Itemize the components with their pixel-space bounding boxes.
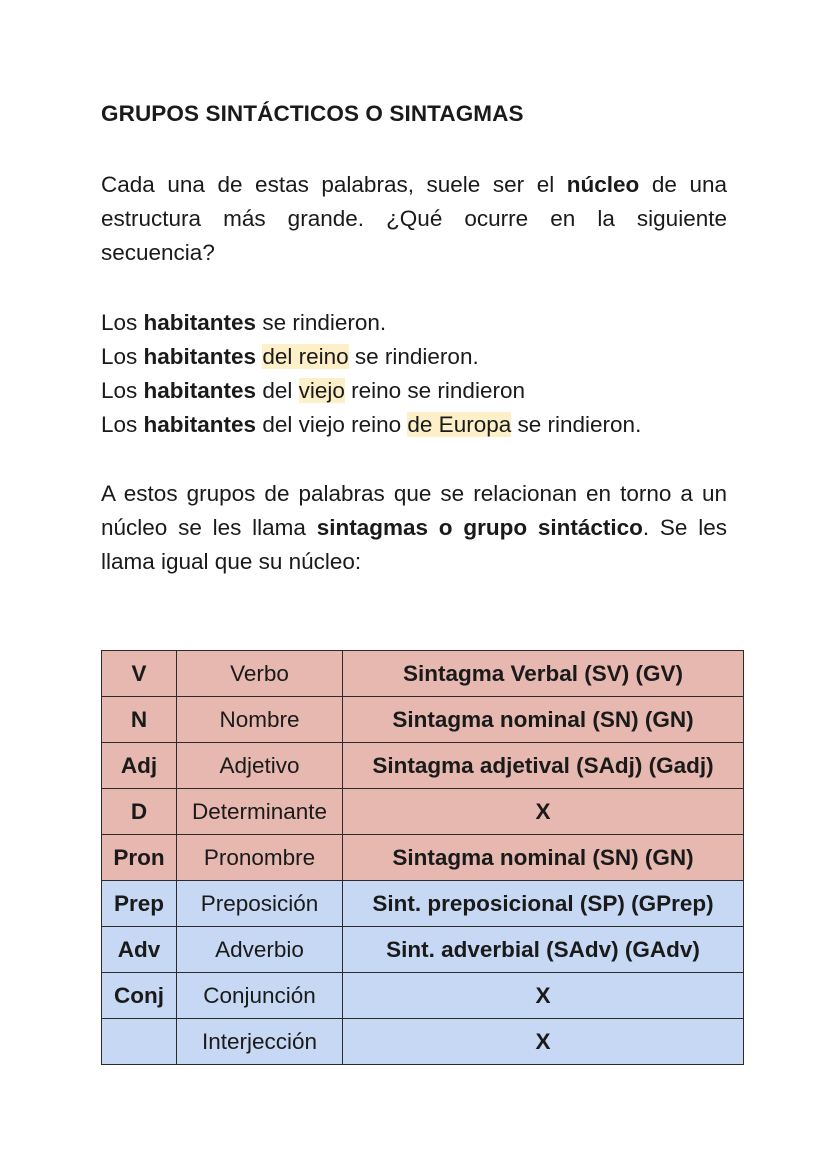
example-sentence-3: Los habitantes del viejo reino se rindieron xyxy=(101,378,525,403)
example-nucleus: habitantes xyxy=(143,344,257,369)
example-nucleus: habitantes xyxy=(143,412,257,437)
abbr-cell xyxy=(102,1019,177,1065)
syntagma-cell: Sintagma nominal (SN) (GN) xyxy=(343,697,744,743)
table-row xyxy=(102,927,744,973)
example-sentence-1: Los habitantes se rindieron. xyxy=(101,310,387,335)
syntagma-cell: Sint. adverbial (SAdv) (GAdv) xyxy=(343,927,744,973)
example-highlight: del reino xyxy=(262,344,349,369)
word-class-cell: Adverbio xyxy=(177,927,343,973)
table-row xyxy=(102,651,744,697)
example-highlight: de Europa xyxy=(407,412,512,437)
word-class-cell: Nombre xyxy=(177,697,343,743)
syntagma-cell: Sint. preposicional (SP) (GPrep) xyxy=(343,881,744,927)
example-highlight: viejo xyxy=(298,378,345,403)
syntagma-cell: Sintagma nominal (SN) (GN) xyxy=(343,835,744,881)
word-class-cell: Pronombre xyxy=(177,835,343,881)
abbr-cell: D xyxy=(102,789,177,835)
abbr-cell: Pron xyxy=(102,835,177,881)
example-sentence-2: Los habitantes del reino se rindieron. xyxy=(101,344,479,369)
word-class-cell: Interjección xyxy=(177,1019,343,1065)
example-sentences xyxy=(101,306,641,442)
abbr-cell: Prep xyxy=(102,881,177,927)
example-sentence-4: Los habitantes del viejo reino de Europa se rindieron. xyxy=(101,412,642,437)
example-nucleus: habitantes xyxy=(143,378,257,403)
word-class-cell: Preposición xyxy=(177,881,343,927)
definition-text: A estos grupos de palabras que se relacionan en torno a un núcleo se les llama xyxy=(101,481,727,540)
word-class-cell: Adjetivo xyxy=(177,743,343,789)
table-row xyxy=(102,973,744,1019)
table-row xyxy=(102,743,744,789)
syntagma-cell: X xyxy=(343,973,744,1019)
table-row xyxy=(102,789,744,835)
intro-paragraph xyxy=(101,168,727,270)
abbr-cell: Adj xyxy=(102,743,177,789)
page-title: GRUPOS SINTÁCTICOS O SINTAGMAS xyxy=(101,101,524,126)
syntagma-cell: Sintagma Verbal (SV) (GV) xyxy=(343,651,744,697)
intro-text-rest: de una estructura más grande. ¿Qué ocurre en la siguiente secuencia? xyxy=(101,172,727,265)
word-class-cell: Conjunción xyxy=(177,973,343,1019)
word-class-cell: Verbo xyxy=(177,651,343,697)
syntagma-table xyxy=(101,650,744,1065)
intro-text: Cada una de estas palabras, suele ser el xyxy=(101,172,567,197)
syntagma-cell: X xyxy=(343,1019,744,1065)
abbr-cell: Adv xyxy=(102,927,177,973)
abbr-cell: N xyxy=(102,697,177,743)
syntagma-cell: Sintagma adjetival (SAdj) (Gadj) xyxy=(343,743,744,789)
definition-text-rest: . Se les llama igual que su núcleo: xyxy=(101,515,727,574)
intro-bold-term: núcleo xyxy=(566,172,640,197)
word-class-cell: Determinante xyxy=(177,789,343,835)
abbr-cell: Conj xyxy=(102,973,177,1019)
table-row xyxy=(102,835,744,881)
syntagma-cell: X xyxy=(343,789,744,835)
table-row xyxy=(102,1019,744,1065)
definition-paragraph xyxy=(101,477,727,579)
example-nucleus: habitantes xyxy=(143,310,257,335)
abbr-cell: V xyxy=(102,651,177,697)
definition-bold-term: sintagmas o grupo sintáctico xyxy=(316,515,643,540)
table-row xyxy=(102,881,744,927)
table-row xyxy=(102,697,744,743)
